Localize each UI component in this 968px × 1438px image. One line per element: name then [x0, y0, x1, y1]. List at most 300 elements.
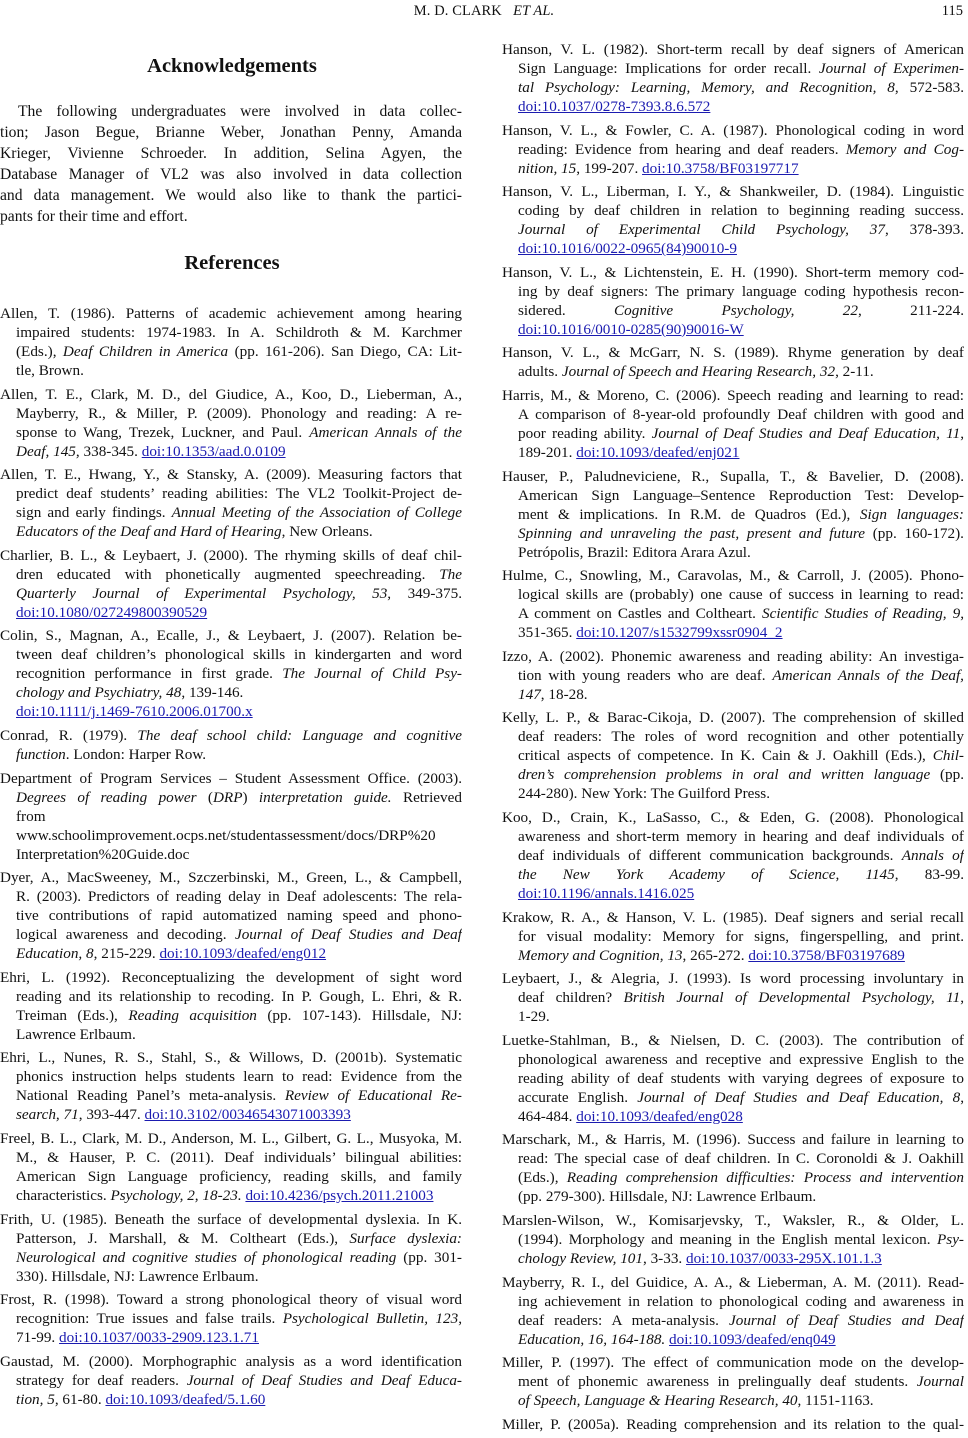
reference-line	[502, 566, 964, 585]
italic-text: Review of Educational Re-	[284, 1087, 462, 1105]
reference-text: dren educated with phonetically augmented speechreading.	[16, 565, 440, 583]
reference-line	[0, 1328, 462, 1347]
italic-text: function	[16, 745, 66, 763]
italic-text: DRP	[212, 788, 243, 806]
reference-entry	[0, 726, 462, 764]
reference-text: logical awareness and decoding.	[16, 926, 235, 944]
reference-text: Allen, T. (1986). Patterns of academic achievement among hearing	[0, 305, 462, 322]
reference-line	[502, 524, 964, 543]
reference-entry	[0, 385, 462, 461]
doi-link[interactable]: doi:10.1353/aad.0.0109	[141, 442, 286, 460]
reference-line	[0, 1006, 462, 1025]
reference-text: R. (2003). Predictors of reading delay in Deaf adolescents: The rela-	[16, 888, 462, 906]
reference-line	[0, 584, 462, 603]
italic-text: Journal of Experimental Child Psychology, 37	[518, 221, 885, 239]
reference-text: deaf readers: The roles of word recognition and other potentially	[518, 728, 964, 746]
reference-line	[502, 846, 964, 865]
reference-line	[502, 746, 964, 765]
reference-line	[502, 1311, 964, 1330]
reference-line	[0, 845, 462, 864]
italic-text: of Speech, Language & Hearing Research, 40	[518, 1392, 798, 1410]
reference-text: read: The special case of deaf children. In C. Coronoldi & J. Oakhill	[518, 1150, 964, 1168]
reference-line	[0, 1210, 462, 1229]
reference-line	[502, 121, 964, 140]
reference-line	[0, 645, 462, 664]
doi-link[interactable]: doi:10.3758/BF03197717	[642, 159, 799, 177]
reference-line	[502, 1292, 964, 1311]
reference-text: 330). Hillsdale, NJ: Lawrence Erlbaum.	[16, 1267, 259, 1285]
reference-text: , 211-224.	[857, 301, 964, 319]
reference-entry	[0, 1129, 462, 1205]
reference-text: predict deaf students’ reading abilities: The VL2 Toolkit-Project de-	[16, 485, 462, 503]
doi-link[interactable]: doi:10.1093/deafed/eng012	[159, 945, 327, 963]
reference-line	[502, 708, 964, 727]
acknowledgements-heading: Acknowledgements	[147, 55, 317, 77]
italic-text: British Journal of Developmental Psychology, 11	[623, 989, 961, 1007]
italic-text: Journal of Deaf Studies and Deaf Education, 8	[637, 1088, 961, 1106]
reference-text: Petrópolis, Brazil: Editora Arara Azul.	[518, 543, 751, 561]
reference-line	[502, 685, 964, 704]
reference-text: reading: Evidence from hearing and deaf readers.	[518, 140, 846, 158]
reference-line	[502, 362, 964, 381]
reference-line	[502, 1007, 964, 1026]
reference-text: , 572-583.	[894, 79, 964, 96]
reference-line	[502, 1415, 964, 1434]
italic-text: Educators of the Deaf and Hard of Hearing	[16, 523, 282, 541]
reference-line	[0, 442, 462, 461]
doi-link[interactable]: doi:10.1093/deafed/enj021	[576, 443, 740, 461]
reference-text: sidered.	[518, 301, 615, 319]
reference-line	[0, 807, 462, 826]
reference-text: Hanson, V. L., & McGarr, N. S. (1989). Rhyme generation by deaf	[502, 344, 964, 362]
reference-line	[0, 342, 462, 361]
reference-text: , New Orleans.	[281, 523, 373, 541]
reference-entry	[502, 1273, 964, 1349]
reference-line	[0, 1129, 462, 1148]
reference-line	[0, 745, 462, 764]
reference-text: Colin, S., Magnan, A., Ecalle, J., & Leybaert, J. (2007). Relation be-	[0, 627, 462, 645]
reference-line	[0, 769, 462, 788]
italic-text: Annual Meeting of the Association of College	[171, 504, 462, 522]
reference-text: (pp. 279-300). Hillsdale, NJ: Lawrence Erlbaum.	[518, 1188, 817, 1206]
reference-text: reading ability of deaf students with varying degrees of exposure to	[518, 1069, 964, 1087]
reference-line	[502, 884, 964, 903]
reference-text: , 215-229.	[93, 945, 160, 963]
reference-text: tion with young readers who are deaf.	[518, 666, 773, 684]
italic-text: Education, 16, 164-188.	[518, 1330, 666, 1348]
italic-text: Spinning and unraveling the past, present and future	[518, 524, 865, 542]
reference-line	[502, 239, 964, 258]
italic-text: Neurological and cognitive studies of phonological reading	[16, 1248, 397, 1266]
reference-text: Department of Program Services – Student Assessment Office. (2003).	[0, 769, 462, 787]
reference-entry	[502, 1353, 964, 1410]
italic-text: chology Review, 101	[518, 1249, 643, 1267]
reference-line	[0, 987, 462, 1006]
reference-line	[502, 727, 964, 746]
reference-line	[502, 988, 964, 1007]
reference-text: Gaustad, M. (2000). Morphographic analysis as a word identification	[0, 1352, 462, 1370]
reference-entry	[0, 1290, 462, 1347]
reference-text: (	[196, 788, 213, 806]
italic-text: interpretation guide.	[258, 788, 392, 806]
reference-text: Retrieved	[391, 788, 462, 806]
italic-text: Memory and Cog-	[845, 140, 964, 158]
reference-entry	[502, 808, 964, 903]
reference-entry	[502, 263, 964, 339]
reference-line	[0, 868, 462, 887]
reference-line	[0, 1186, 462, 1205]
reference-text: , 18-28.	[540, 685, 588, 703]
reference-text: Hanson, V. L. (1982). Short-term recall by deaf signers of American	[502, 41, 964, 58]
reference-text: critical aspects of competence. In K. Cain & J. Oakhill (Eds.),	[518, 747, 933, 765]
reference-entry	[502, 969, 964, 1026]
reference-line	[502, 543, 964, 562]
reference-entry	[502, 467, 964, 562]
reference-line	[0, 925, 462, 944]
reference-line	[0, 1309, 462, 1328]
reference-text: M., & Hauser, P. C. (2011). Deaf individuals’ bilingual abilities:	[16, 1148, 462, 1166]
reference-text: (pp. 160-172).	[865, 524, 964, 542]
reference-line	[502, 1187, 964, 1206]
reference-line	[0, 626, 462, 645]
reference-text: recognition: True issues and false trails.	[16, 1310, 283, 1328]
italic-text: Annals of	[901, 846, 964, 864]
reference-line	[0, 1267, 462, 1286]
doi-link[interactable]: doi:10.3758/BF03197689	[748, 946, 905, 964]
reference-text: Allen, T. E., Hwang, Y., & Stansky, A. (2009). Measuring factors that	[0, 466, 462, 484]
doi-link[interactable]: doi:10.1093/deafed/eng028	[576, 1107, 743, 1125]
italic-text: Journal of Deaf Studies and Deaf	[234, 926, 462, 944]
italic-text: 147	[518, 685, 541, 703]
reference-line	[0, 944, 462, 963]
reference-text: . London: Harper Row.	[65, 745, 207, 763]
italic-text: Scientific Studies of Reading, 9	[761, 605, 961, 623]
reference-text: Interpretation%20Guide.doc	[16, 845, 190, 863]
reference-line	[0, 1048, 462, 1067]
doi-link[interactable]: doi:10.1037/0033-295X.101.1.3	[686, 1249, 882, 1267]
reference-entry	[502, 40, 964, 116]
reference-line	[0, 465, 462, 484]
doi-link[interactable]: doi:10.1196/annals.1416.025	[518, 884, 695, 902]
italic-text: chology and Psychiatry, 48	[16, 684, 182, 702]
reference-line	[502, 386, 964, 405]
doi-link[interactable]: doi:10.4236/psych.2011.21003	[245, 1186, 434, 1204]
italic-text: American Annals of the Deaf,	[772, 666, 964, 684]
italic-text: dren’s comprehension problems in oral and written language	[518, 766, 931, 784]
page-number: 115	[941, 3, 963, 19]
references-list-right	[502, 40, 964, 1438]
reference-text: American Sign Language proficiency, reading skills, and family	[16, 1167, 462, 1185]
italic-text: Deaf, 145	[16, 442, 76, 460]
doi-link[interactable]: doi:10.1093/deafed/enq049	[669, 1330, 836, 1348]
italic-text: Memory and Cognition, 13	[518, 946, 683, 964]
reference-text: reading and its relationship to recoding. In P. Gough, L. Ehri, & R.	[16, 987, 462, 1005]
reference-line	[502, 220, 964, 239]
reference-line	[0, 385, 462, 404]
italic-text: Reading acquisition	[128, 1006, 257, 1024]
reference-line	[502, 1130, 964, 1149]
doi-link[interactable]: doi:10.3102/00346543071003393	[144, 1106, 351, 1124]
reference-text: Miller, P. (2005a). Reading comprehension and its relation to the qual-	[502, 1415, 964, 1433]
reference-text: 189-201.	[518, 443, 577, 461]
running-head	[0, 0, 968, 22]
reference-line	[0, 1086, 462, 1105]
reference-line	[502, 320, 964, 339]
reference-text: , 393-447.	[78, 1106, 145, 1124]
reference-text: ing achievement in relation to phonological coding and awareness in	[518, 1292, 964, 1310]
reference-text: , 349-375.	[387, 584, 462, 602]
italic-text: The	[439, 565, 462, 583]
reference-line	[0, 546, 462, 565]
reference-line	[0, 361, 462, 380]
reference-line	[0, 788, 462, 807]
reference-text: strategy for deaf readers.	[16, 1371, 187, 1389]
reference-text: deaf readers: A meta-analysis.	[518, 1311, 729, 1329]
reference-text: Charlier, B. L., & Leybaert, J. (2000). The rhyming skills of deaf chil-	[0, 546, 462, 564]
reference-line	[0, 1352, 462, 1371]
reference-line	[502, 59, 964, 78]
reference-line	[502, 1168, 964, 1187]
reference-entry	[0, 1210, 462, 1286]
reference-text: Miller, P. (1997). The effect of communication mode on the develop-	[502, 1354, 964, 1372]
reference-text: phonics instruction helps students learn to read: Evidence from the	[16, 1068, 462, 1086]
reference-text: Lawrence Erlbaum.	[16, 1025, 136, 1043]
reference-line	[502, 1391, 964, 1410]
reference-line	[502, 623, 964, 642]
reference-text: 71-99.	[16, 1329, 60, 1347]
reference-entry	[502, 566, 964, 642]
reference-entry	[0, 1352, 462, 1409]
italic-text: Chil-	[932, 747, 964, 765]
reference-text: Dyer, A., MacSweeney, M., Szczerbinski, M., Green, L., & Campbell,	[0, 869, 462, 887]
reference-text: Frost, R. (1998). Toward a strong phonological theory of visual word	[0, 1291, 462, 1309]
italic-text: Journal of Speech and Hearing Research, 32	[561, 363, 836, 381]
reference-line	[0, 304, 462, 323]
reference-line	[502, 946, 964, 965]
reference-text: National Reading Panel’s meta-analysis.	[16, 1087, 285, 1105]
reference-line	[502, 40, 964, 59]
doi-link[interactable]: doi:10.1207/s1532799xssr0904_2	[576, 624, 783, 642]
reference-entry	[502, 386, 964, 462]
reference-text: from	[16, 807, 46, 825]
ack-line: Krieger, Vivienne Schroeder. In addition, Selina Agyen, the	[0, 145, 462, 162]
reference-line	[502, 301, 964, 320]
reference-line	[502, 140, 964, 159]
reference-line	[502, 908, 964, 927]
reference-line	[502, 1372, 964, 1391]
ack-line: pants for their time and effort.	[0, 208, 188, 225]
reference-text: Allen, T. E., Clark, M. D., del Giudice, A., Koo, D., Lieberman, A.,	[0, 385, 462, 403]
italic-text: tion, 5	[16, 1390, 55, 1408]
doi-link[interactable]: doi:10.1037/0033-2909.123.1.71	[59, 1329, 259, 1347]
reference-text: phonological awareness and receptive and expressive English to the	[518, 1050, 964, 1068]
italic-text: The Journal of Child Psy-	[282, 665, 462, 683]
reference-text: accurate English.	[518, 1088, 638, 1106]
reference-text: Luetke-Stahlman, B., & Nielsen, D. C. (2003). The contribution of	[502, 1031, 964, 1049]
reference-text: , 199-207.	[576, 159, 643, 177]
italic-text: Deaf Children in America	[62, 343, 229, 360]
doi-link[interactable]: doi:10.1111/j.1469-7610.2006.01700.x	[16, 703, 253, 721]
ack-line: tion; Jason Begue, Brianne Weber, Jonathan Penny, Amanda	[0, 124, 462, 141]
reference-line	[502, 405, 964, 424]
reference-text: Harris, M., & Moreno, C. (2006). Speech reading and learning to read:	[502, 386, 964, 404]
reference-text: Mayberry, R. I., del Guidice, A. A., & Lieberman, A. M. (2011). Read-	[502, 1273, 964, 1291]
reference-text: A comment on Castles and Coltheart.	[518, 605, 762, 623]
reference-line	[0, 726, 462, 745]
reference-text: sign and early findings.	[16, 504, 172, 522]
reference-line	[502, 1230, 964, 1249]
reference-line	[502, 1088, 964, 1107]
reference-text: 351-365.	[518, 624, 577, 642]
reference-line	[502, 263, 964, 282]
reference-text: 464-484.	[518, 1107, 577, 1125]
reference-entry	[0, 868, 462, 963]
reference-text: , 83-99.	[894, 865, 964, 883]
italic-text: Quarterly Journal of Experimental Psychology, 53	[16, 584, 388, 602]
doi-link[interactable]: doi:10.1093/deafed/5.1.60	[105, 1390, 266, 1408]
italic-text: Journal of Deaf Studies and Deaf Educa-	[186, 1371, 462, 1389]
reference-line	[0, 1290, 462, 1309]
references-list-left	[0, 304, 462, 1413]
reference-text: ,	[960, 989, 964, 1007]
reference-entry	[502, 708, 964, 803]
italic-text: Degrees of reading power	[16, 788, 197, 806]
reference-line	[502, 182, 964, 201]
reference-line	[502, 585, 964, 604]
reference-line	[502, 604, 964, 623]
acknowledgements-body	[0, 101, 462, 227]
reference-line	[502, 969, 964, 988]
reference-line	[0, 1105, 462, 1124]
reference-text: )	[242, 788, 259, 806]
reference-line	[0, 1229, 462, 1248]
reference-text: ,	[960, 605, 964, 623]
reference-text: Kelly, L. P., & Barac-Cikoja, D. (2007). The comprehension of skilled	[502, 709, 964, 727]
italic-text: Surface dyslexia:	[349, 1229, 462, 1247]
reference-entry	[0, 968, 462, 1044]
reference-line	[502, 78, 964, 97]
reference-line	[502, 666, 964, 685]
reference-entry	[502, 1031, 964, 1126]
reference-entry	[502, 121, 964, 178]
reference-text: poor reading ability.	[518, 424, 652, 442]
reference-entry	[502, 908, 964, 965]
reference-text: ing by deaf signers: The primary language coding hypothesis recon-	[518, 282, 964, 300]
reference-text: ,	[960, 1088, 964, 1106]
reference-text: coding by deaf children in relation to beginning reading success.	[518, 202, 964, 220]
reference-line	[0, 906, 462, 925]
reference-line	[0, 503, 462, 522]
reference-entry	[0, 465, 462, 541]
reference-text: ment & implications. In R.M. de Quadros (Ed.),	[518, 505, 860, 523]
reference-text: tive contributions of rapid automatized naming speed and phono-	[16, 907, 462, 925]
reference-line	[502, 343, 964, 362]
reference-line	[502, 765, 964, 784]
reference-text: American Sign Language–Sentence Reproduction Test: Develop-	[518, 486, 964, 504]
reference-text: (pp. 301-	[396, 1248, 462, 1266]
reference-line	[0, 1025, 462, 1044]
reference-line	[0, 826, 462, 845]
reference-text: www.schoolimprovement.ocps.net/studentassessment/docs/DRP%20	[16, 826, 436, 844]
doi-link[interactable]: doi:10.1080/027249800390529	[16, 603, 208, 621]
reference-text: Hauser, P., Paludneviciene, R., Supalla, T., & Bavelier, D. (2008).	[502, 467, 964, 485]
reference-line	[502, 424, 964, 443]
italic-text: Psy-	[937, 1230, 964, 1248]
reference-line	[502, 1149, 964, 1168]
reference-text: Conrad, R. (1979).	[0, 726, 138, 744]
references-heading: References	[184, 252, 280, 274]
reference-line	[502, 1353, 964, 1372]
italic-text: Reading comprehension difficulties: Process and intervention	[566, 1169, 964, 1187]
reference-text: logical skills are (probably) one cause of success in learning to read:	[518, 586, 964, 604]
reference-text: Marschark, M., & Harris, M. (1996). Success and failure in learning to	[502, 1131, 964, 1149]
etal-text: ET AL.	[513, 3, 555, 19]
reference-line	[0, 702, 462, 721]
reference-text: for visual modality: Memory for signs, fingerspelling, and print.	[518, 927, 964, 945]
reference-line	[0, 664, 462, 683]
reference-line	[0, 522, 462, 541]
italic-text: The deaf school child: Language and cognitive	[137, 726, 462, 744]
reference-line	[502, 97, 964, 116]
reference-entry	[502, 343, 964, 381]
reference-entry	[0, 304, 462, 380]
italic-text: the New York Academy of Science, 1145	[518, 865, 895, 883]
running-head-author	[0, 3, 968, 20]
reference-text: 1-29.	[518, 1008, 550, 1026]
reference-text: (Eds.),	[16, 343, 63, 360]
ack-line: and data management. We would also like to thank the partici-	[0, 187, 462, 204]
reference-line	[502, 1107, 964, 1126]
reference-text: Freel, B. L., Clark, M. D., Anderson, M. L., Gilbert, G. L., Musyoka, M.	[0, 1129, 462, 1147]
reference-line	[0, 887, 462, 906]
reference-line	[502, 827, 964, 846]
reference-line	[502, 1031, 964, 1050]
reference-line	[502, 647, 964, 666]
reference-text: Mayberry, R., & Miller, P. (2009). Phonology and reading: A re-	[16, 404, 462, 422]
italic-text: Journal of Experimen-	[818, 60, 964, 77]
doi-link[interactable]: doi:10.1037/0278-7393.8.6.572	[518, 98, 711, 115]
reference-text: , 378-393.	[884, 221, 964, 239]
reference-text: 244-280). New York: The Guilford Press.	[518, 785, 770, 803]
reference-line	[0, 1067, 462, 1086]
reference-text: tle, Brown.	[16, 362, 84, 379]
reference-text: Hanson, V. L., & Fowler, C. A. (1987). Phonological coding in word	[502, 121, 964, 139]
reference-text: Koo, D., Crain, K., LaSasso, C., & Eden, G. (2008). Phonological	[502, 808, 964, 826]
reference-text: recognition performance in first grade.	[16, 665, 283, 683]
reference-line	[502, 505, 964, 524]
doi-link[interactable]: doi:10.1016/0022-0965(84)90010-9	[518, 240, 737, 258]
reference-line	[0, 683, 462, 702]
reference-text: (pp. 107-143). Hillsdale, NJ:	[256, 1006, 462, 1024]
reference-text: deaf children?	[518, 989, 624, 1007]
italic-text: Journal	[916, 1373, 964, 1391]
reference-entry	[0, 769, 462, 864]
reference-text: Hanson, V. L., Liberman, I. Y., & Shankweiler, D. (1984). Linguistic	[502, 183, 964, 201]
reference-entry	[502, 1211, 964, 1268]
reference-text: , 2-11.	[835, 363, 874, 381]
reference-text: deaf individuals of different communication backgrounds.	[518, 846, 902, 864]
reference-line	[0, 1371, 462, 1390]
reference-line	[502, 467, 964, 486]
reference-line	[502, 1273, 964, 1292]
reference-line	[0, 484, 462, 503]
reference-text: ,	[960, 424, 964, 442]
reference-text: (pp.	[930, 766, 964, 784]
reference-line	[502, 1249, 964, 1268]
doi-link[interactable]: doi:10.1016/0010-0285(90)90016-W	[518, 320, 744, 338]
reference-text: , 1151-1163.	[797, 1392, 874, 1410]
italic-text: Journal of Deaf Studies and Deaf Education, 11	[651, 424, 961, 442]
